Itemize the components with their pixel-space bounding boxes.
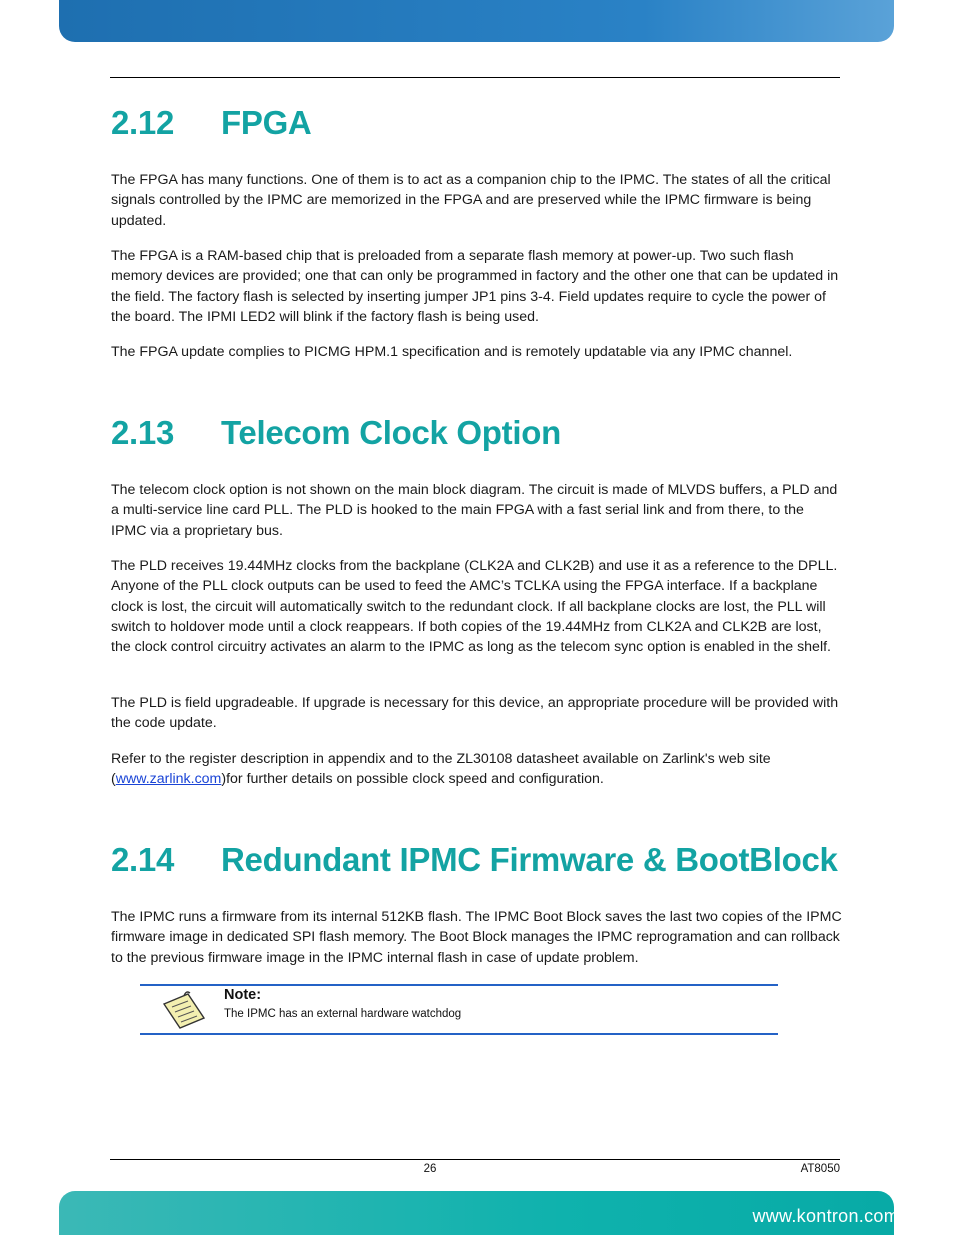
zarlink-link[interactable]: www.zarlink.com	[115, 771, 222, 788]
note-paper-icon	[160, 990, 208, 1032]
section-title: Telecom Clock Option	[221, 414, 561, 451]
refer-text: Refer to the register description in appendix and to the ZL30108 datasheet available on Zarlink's web site (	[111, 751, 771, 788]
website-url[interactable]: www.kontron.com	[752, 1206, 899, 1226]
section-number: 2.12	[111, 104, 175, 141]
note-top-rule	[140, 984, 778, 986]
section-heading-fpga	[111, 104, 311, 142]
section-title: FPGA	[221, 104, 312, 141]
paragraph: The IPMC runs a firmware from its internal 512KB flash. The IPMC Boot Block saves the last two copies of the IPMC firmware image in dedicated SPI flash memory. The Boot Block manages the IPMC reprogramation and can rollback to the previous firmware image in the IPMC internal flash in case of update problem.	[111, 909, 842, 966]
paragraph: The FPGA update complies to PICMG HPM.1 specification and is remotely updatable via any IPMC channel.	[111, 344, 793, 360]
header-banner	[59, 0, 894, 42]
note-title: Note:	[224, 987, 262, 1003]
refer-text-end: )for further details on possible clock speed and configuration.	[221, 771, 604, 788]
paragraph: The PLD receives 19.44MHz clocks from the backplane (CLK2A and CLK2B) and use it as a reference to the DPLL. Anyone of the PLL clock outputs can be used to feed the AMC’s TCLKA using the FPGA interface. If a backplane clock is lost, the circuit will automatically switch to the redundant clock. If all backplane clocks are lost, the PLL will switch to holdover mode until a clock reappears. If both copies of the 19.44MHz from CLK2A and CLK2B are lost, the clock control circuitry activates an alarm to the IPMC as long as the telecom sync option is enabled in the shelf.	[111, 558, 838, 656]
paragraph: The FPGA has many functions. One of them is to act as a companion chip to the IPMC. The states of all the critical signals controlled by the IPMC are memorized in the FPGA and are preserved while the IPMC firmware is being updated.	[111, 172, 831, 229]
document-id: AT8050	[800, 1163, 840, 1175]
note-bottom-rule	[140, 1033, 778, 1035]
section-title: Redundant IPMC Firmware & BootBlock	[221, 841, 838, 878]
paragraph: The telecom clock option is not shown on the main block diagram. The circuit is made of MLVDS buffers, a PLD and a multi-service line card PLL. The PLD is hooked to the main FPGA with a fast serial link and from there, to the IPMC via a proprietary bus.	[111, 482, 838, 539]
page-number: 26	[423, 1163, 437, 1175]
section-number: 2.14	[111, 841, 175, 878]
section-number: 2.13	[111, 414, 175, 451]
footer-divider	[110, 1159, 840, 1160]
paragraph: The PLD is field upgradeable. If upgrade is necessary for this device, an appropriate procedure will be provided with the code update.	[111, 695, 839, 732]
note-text: The IPMC has an external hardware watchdog	[224, 1008, 462, 1020]
section-heading-telecom-clock	[111, 414, 561, 452]
paragraph: The FPGA is a RAM-based chip that is preloaded from a separate flash memory at power-up. Two such flash memory devices are provided; one that can only be programmed in factory and the other one that can be updated in the field. The factory flash is selected by inserting jumper JP1 pins 3-4. Field updates require to cycle the power of the board. The IPMI LED2 will blink if the factory flash is being used.	[111, 248, 839, 325]
section-heading-redundant-ipmc	[111, 841, 838, 879]
paragraph-refer	[111, 749, 842, 790]
header-divider	[110, 77, 840, 78]
